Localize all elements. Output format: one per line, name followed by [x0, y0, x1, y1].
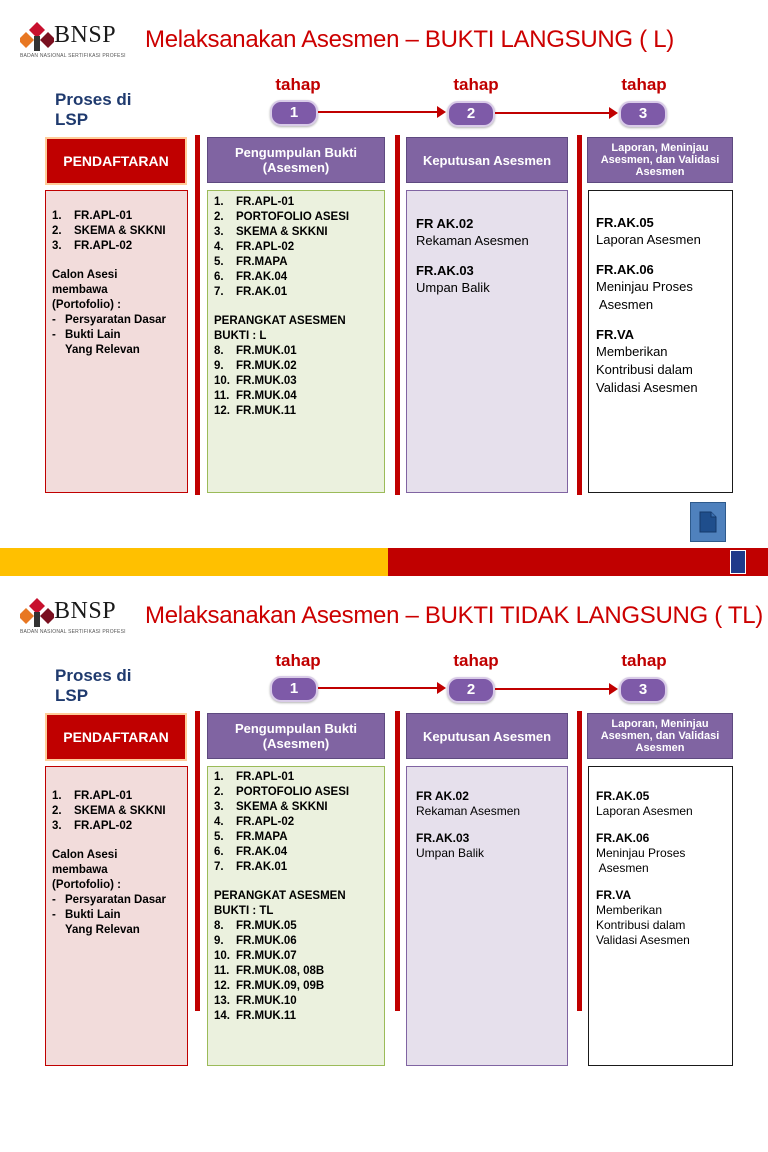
document-button[interactable]: [690, 502, 726, 542]
box-laporan: [588, 766, 733, 1066]
slide-title: Melaksanakan Asesmen – BUKTI LANGSUNG ( L): [145, 26, 674, 53]
fr-description: Rekaman Asesmen: [416, 804, 521, 818]
box-pengumpulan-bukti: [207, 190, 385, 493]
list-item: 5. FR.MAPA: [214, 256, 288, 268]
fr-code: FR.VA: [596, 888, 632, 902]
fr-description: Asesmen: [596, 861, 649, 875]
column-divider-1: [195, 711, 200, 1011]
column-divider-3: [577, 711, 582, 1011]
fr-description: Umpan Balik: [416, 280, 490, 295]
list-item: - Bukti Lain: [52, 329, 121, 341]
tahap-circle-2: 2: [447, 677, 495, 703]
header-laporan: Laporan, Meninjau Asesmen, dan Validasi Asesmen: [587, 137, 733, 183]
list-item: 7. FR.AK.01: [214, 286, 288, 298]
footer-bar-yellow: [0, 548, 388, 576]
slide-title: Melaksanakan Asesmen – BUKTI TIDAK LANGSUNG ( TL): [145, 602, 763, 629]
logo-wordmark: BNSP: [54, 22, 117, 48]
footer-emblem-icon: [730, 550, 746, 574]
list-item: 11. FR.MUK.04: [214, 390, 297, 402]
list-item: 12. FR.MUK.11: [214, 405, 297, 417]
list-item: 2. SKEMA & SKKNI: [52, 805, 166, 817]
list-item: 13. FR.MUK.10: [214, 995, 297, 1007]
list-item: 3. SKEMA & SKKNI: [214, 226, 328, 238]
fr-code: FR AK.02: [416, 789, 469, 803]
fr-description: Meninjau Proses: [596, 846, 686, 860]
list-item: 1. FR.APL-01: [52, 210, 133, 222]
slide-bukti-tidak-langsung: [0, 576, 768, 1152]
list-item: 9. FR.MUK.02: [214, 360, 297, 372]
bnsp-emblem-icon: [20, 20, 54, 52]
list-item: 7. FR.AK.01: [214, 861, 288, 873]
list-item: - Persyaratan Dasar: [52, 314, 167, 326]
list-item: 2. PORTOFOLIO ASESI: [214, 211, 350, 223]
list-item: Yang Relevan: [65, 344, 140, 356]
fr-description: Umpan Balik: [416, 846, 485, 860]
flow-arrow-1-2: [318, 687, 444, 689]
header-pengumpulan-bukti: Pengumpulan Bukti (Asesmen): [207, 713, 385, 759]
fr-code: FR.AK.05: [596, 215, 654, 230]
tahap-label-3: tahap: [621, 651, 667, 670]
fr-code: FR.AK.05: [596, 789, 650, 803]
header-keputusan-asesmen: Keputusan Asesmen: [406, 137, 568, 183]
fr-description: Kontribusi dalam: [596, 362, 693, 377]
logo-subtext: BADAN NASIONAL SERTIFIKASI PROFESI: [20, 629, 126, 635]
box-pendaftaran: [45, 190, 188, 493]
list-item: 1. FR.APL-01: [214, 196, 295, 208]
box-keputusan-asesmen: [406, 190, 568, 493]
bnsp-emblem-icon: [20, 596, 54, 628]
list-item: 2. PORTOFOLIO ASESI: [214, 786, 350, 798]
proses-label: Proses di LSP: [55, 90, 132, 129]
header-pendaftaran: PENDAFTARAN: [45, 713, 187, 761]
list-item: 8. FR.MUK.05: [214, 920, 297, 932]
calon-asesi-note: Calon Asesi membawa (Portofolio) :: [52, 269, 121, 311]
flow-arrow-2-3: [495, 112, 616, 114]
fr-description: Kontribusi dalam: [596, 918, 686, 932]
header-keputusan-asesmen: Keputusan Asesmen: [406, 713, 568, 759]
list-item: 6. FR.AK.04: [214, 846, 288, 858]
list-item: 10. FR.MUK.07: [214, 950, 297, 962]
box-pengumpulan-bukti: [207, 766, 385, 1066]
list-item: 4. FR.APL-02: [214, 816, 295, 828]
flow-arrow-1-2: [318, 111, 444, 113]
list-item: 1. FR.APL-01: [52, 790, 133, 802]
list-item: Yang Relevan: [65, 924, 140, 936]
tahap-label-1: tahap: [275, 75, 321, 94]
fr-code: FR.AK.03: [416, 831, 470, 845]
fr-code: FR.AK.06: [596, 831, 650, 845]
list-item: 3. SKEMA & SKKNI: [214, 801, 328, 813]
document-icon: [699, 511, 717, 533]
list-item: 4. FR.APL-02: [214, 241, 295, 253]
list-item: 8. FR.MUK.01: [214, 345, 297, 357]
fr-description: Asesmen: [596, 297, 654, 312]
tahap-label-2: tahap: [453, 651, 499, 670]
list-item: 10. FR.MUK.03: [214, 375, 297, 387]
tahap-circle-3: 3: [619, 101, 667, 127]
header-laporan: Laporan, Meninjau Asesmen, dan Validasi Asesmen: [587, 713, 733, 759]
tahap-circle-2: 2: [447, 101, 495, 127]
fr-code: FR.VA: [596, 327, 635, 342]
header-pendaftaran: PENDAFTARAN: [45, 137, 187, 185]
list-item: 2. SKEMA & SKKNI: [52, 225, 166, 237]
fr-description: Laporan Asesmen: [596, 232, 701, 247]
list-item: 6. FR.AK.04: [214, 271, 288, 283]
column-divider-3: [577, 135, 582, 495]
fr-description: Validasi Asesmen: [596, 380, 698, 395]
calon-asesi-note: Calon Asesi membawa (Portofolio) :: [52, 849, 121, 891]
logo-wordmark: BNSP: [54, 598, 117, 624]
bnsp-logo: [20, 596, 130, 636]
list-item: 3. FR.APL-02: [52, 820, 133, 832]
column-divider-2: [395, 711, 400, 1011]
proses-label: Proses di LSP: [55, 666, 132, 705]
fr-description: Memberikan: [596, 344, 668, 359]
list-item: 5. FR.MAPA: [214, 831, 288, 843]
fr-description: Rekaman Asesmen: [416, 233, 529, 248]
list-item: 12. FR.MUK.09, 09B: [214, 980, 325, 992]
column-divider-2: [395, 135, 400, 495]
fr-description: Laporan Asesmen: [596, 804, 693, 818]
tahap-label-2: tahap: [453, 75, 499, 94]
fr-description: Meninjau Proses: [596, 279, 693, 294]
list-item: 9. FR.MUK.06: [214, 935, 297, 947]
perangkat-asesmen-heading: PERANGKAT ASESMEN BUKTI : L: [214, 315, 346, 342]
tahap-circle-1: 1: [270, 100, 318, 126]
tahap-circle-1: 1: [270, 676, 318, 702]
perangkat-asesmen-heading: PERANGKAT ASESMEN BUKTI : TL: [214, 890, 346, 917]
list-item: 11. FR.MUK.08, 08B: [214, 965, 325, 977]
tahap-circle-3: 3: [619, 677, 667, 703]
list-item: 14. FR.MUK.11: [214, 1010, 297, 1022]
list-item: 3. FR.APL-02: [52, 240, 133, 252]
box-keputusan-asesmen: [406, 766, 568, 1066]
box-laporan: [588, 190, 733, 493]
fr-code: FR.AK.06: [596, 262, 654, 277]
flow-arrow-2-3: [495, 688, 616, 690]
list-item: - Persyaratan Dasar: [52, 894, 167, 906]
fr-code: FR AK.02: [416, 216, 474, 231]
fr-description: Validasi Asesmen: [596, 933, 690, 947]
tahap-label-1: tahap: [275, 651, 321, 670]
box-pendaftaran: [45, 766, 188, 1066]
footer-bar-red: [388, 548, 768, 576]
list-item: 1. FR.APL-01: [214, 771, 295, 783]
list-item: - Bukti Lain: [52, 909, 121, 921]
bnsp-logo: [20, 20, 130, 60]
header-pengumpulan-bukti: Pengumpulan Bukti (Asesmen): [207, 137, 385, 183]
logo-subtext: BADAN NASIONAL SERTIFIKASI PROFESI: [20, 53, 126, 59]
tahap-label-3: tahap: [621, 75, 667, 94]
fr-code: FR.AK.03: [416, 263, 474, 278]
column-divider-1: [195, 135, 200, 495]
fr-description: Memberikan: [596, 903, 663, 917]
